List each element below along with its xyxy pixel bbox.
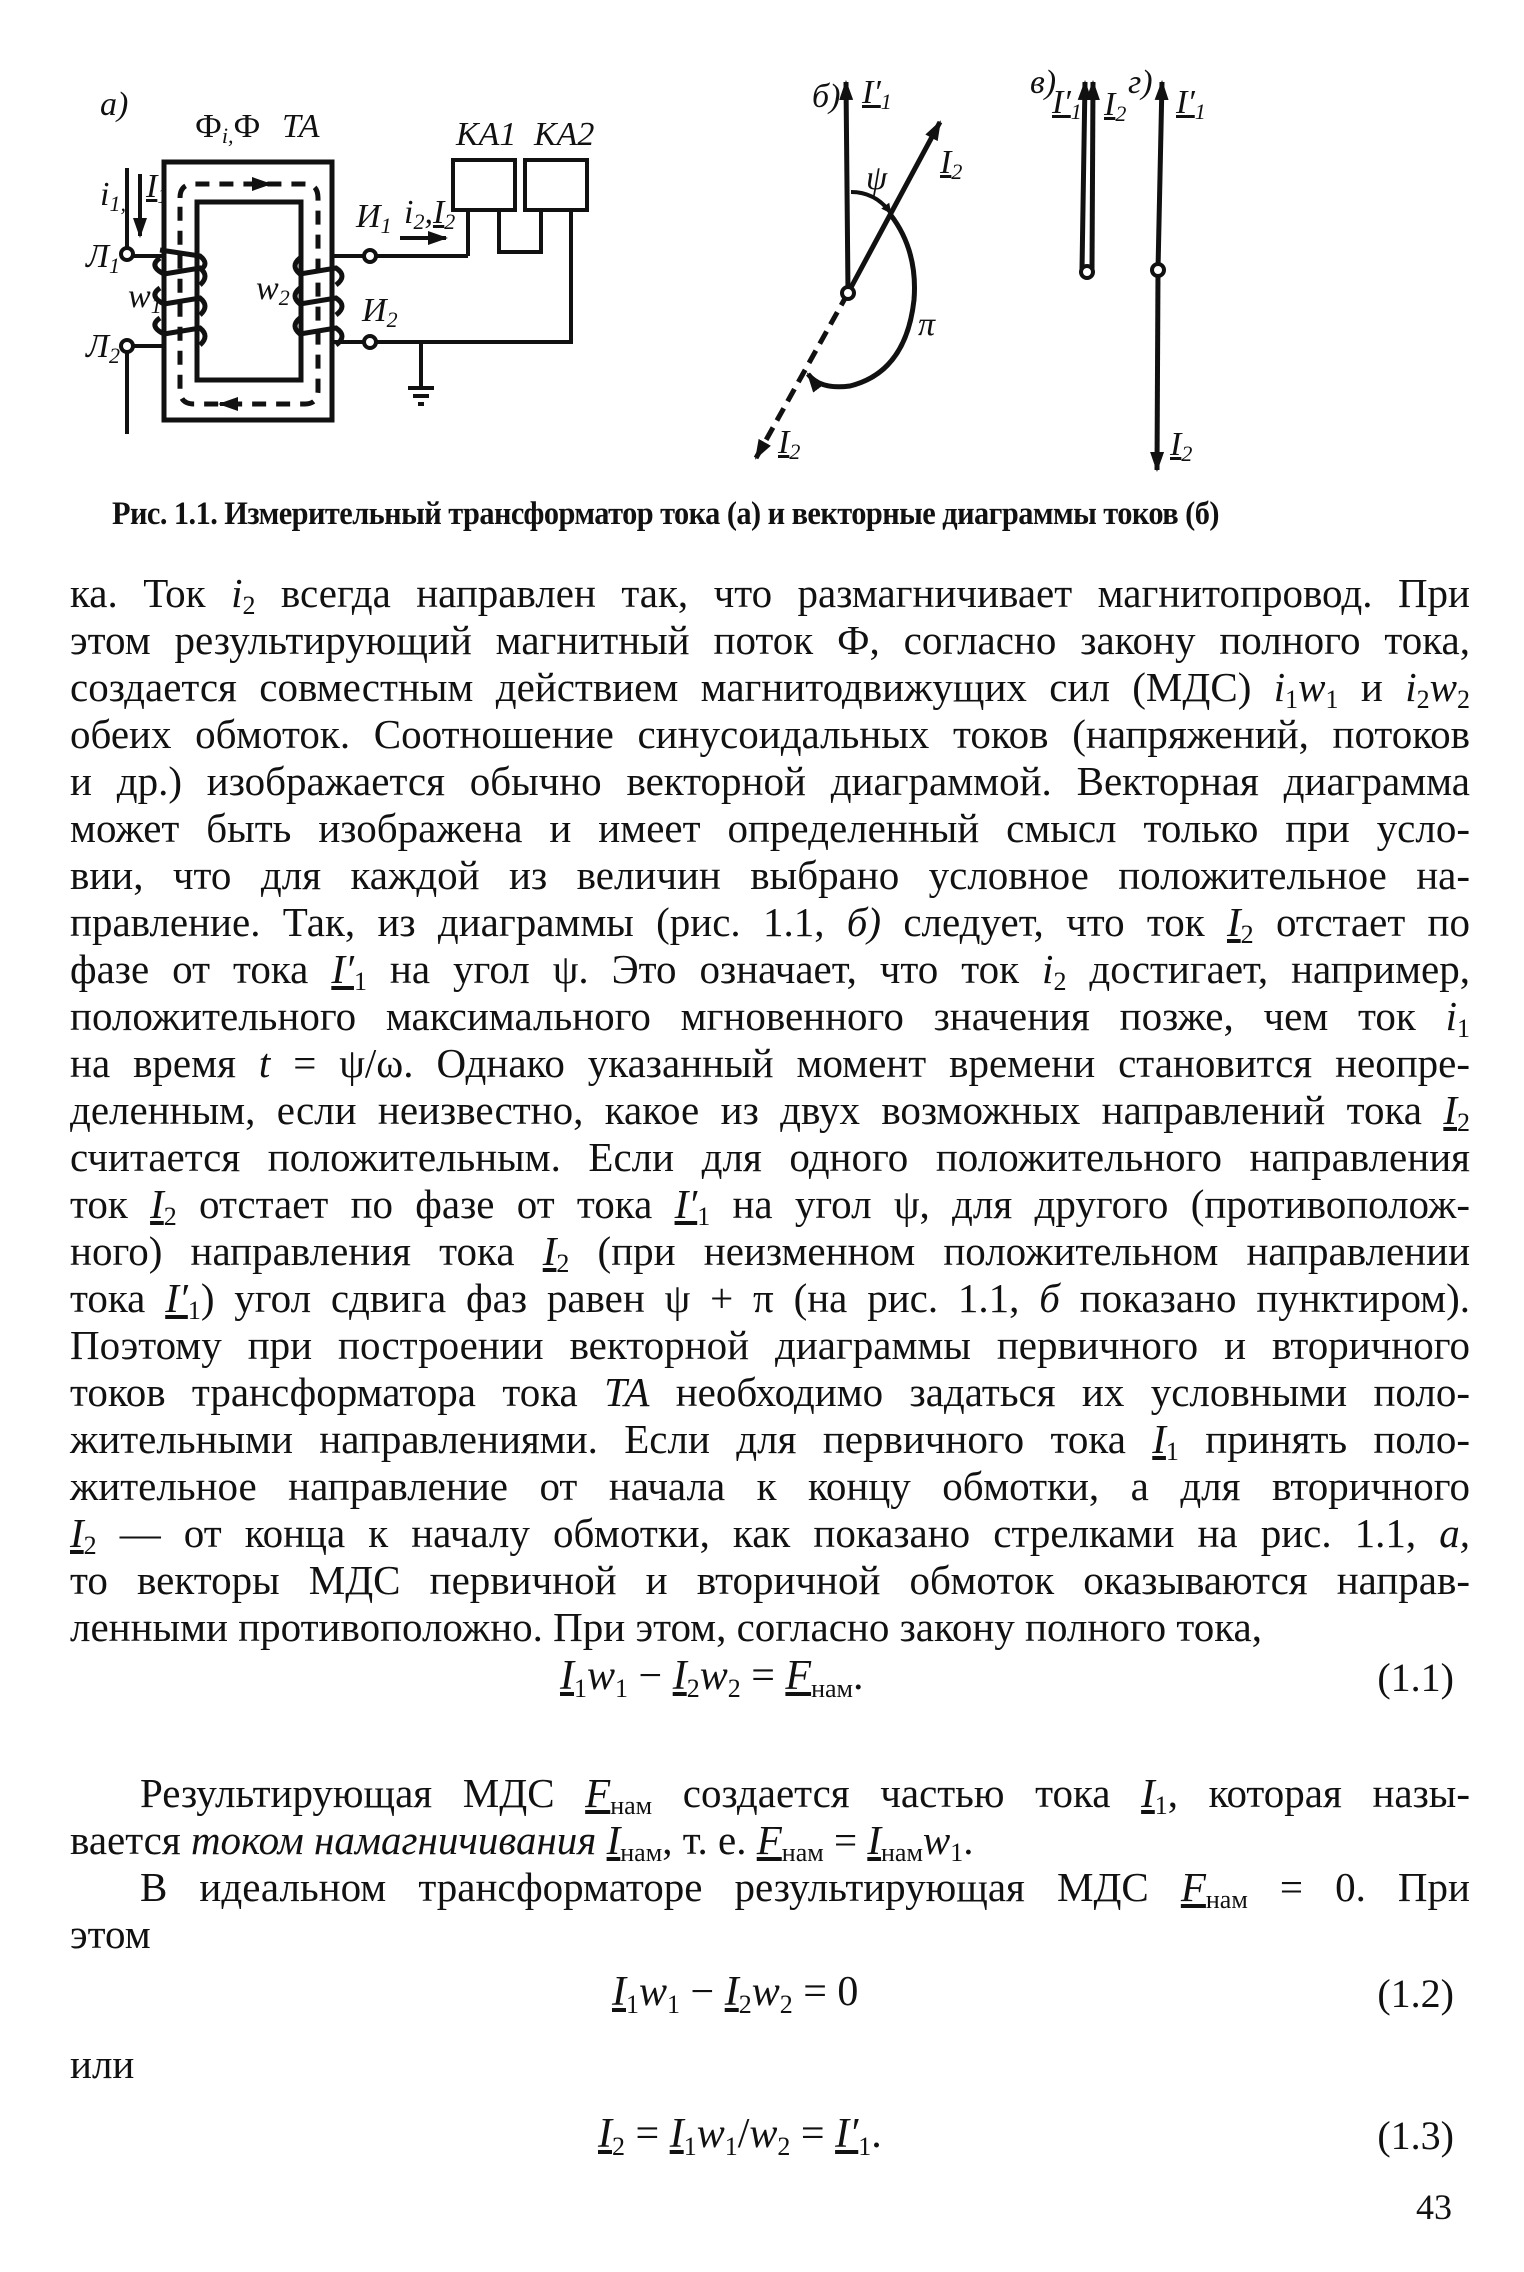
text-line: тока $I'_1$) угол сдвига фаз равен ψ + π (на рис. 1.1, б показано пунктиром). bbox=[70, 1275, 1471, 1325]
terminal-L2 bbox=[121, 340, 133, 352]
vector-I1-prime-label: $I'_1$ bbox=[862, 74, 892, 114]
angle-psi-label: ψ bbox=[866, 160, 888, 197]
vector-I2-g bbox=[1157, 270, 1158, 470]
text-line: может быть изображена и имеет определенный смысл только при усло- bbox=[70, 805, 1470, 851]
text-line: положительного максимального мгновенного значения позже, чем ток $i_1$ bbox=[70, 993, 1470, 1043]
vector-I2-reversed bbox=[756, 293, 848, 458]
vector-I2-label: $I_2$ bbox=[940, 144, 963, 184]
text-line: токов трансформатора тока ТА необходимо задаться их условными поло- bbox=[70, 1369, 1470, 1415]
text-line: этом bbox=[70, 1911, 151, 1957]
primary-current-i1-label: $i_{1,}$ bbox=[100, 176, 126, 216]
text-line: Поэтому при построении векторной диаграммы первичного и вторичного bbox=[70, 1322, 1470, 1368]
terminal-I2 bbox=[364, 336, 376, 348]
vector-I1-prime-v bbox=[1082, 82, 1085, 270]
primary-current-I1-label: $I_1$ bbox=[146, 168, 169, 208]
terminal-I2-label: $И_2$ bbox=[362, 292, 398, 332]
vector-I1-prime-g-label: $I'_1$ bbox=[1176, 84, 1206, 124]
vector-I2-v bbox=[1092, 82, 1093, 270]
angle-pi-label: π bbox=[918, 306, 936, 343]
equation-1-2: $I_1w_1 - I_2w_2 = 0$ bbox=[612, 1969, 859, 2019]
vector-diagram-v bbox=[1081, 82, 1093, 278]
text-line: жительными направлениями. Если для первичного тока $I_1$ принять поло- bbox=[70, 1416, 1470, 1466]
text-line: ток $I_2$ отстает по фазе от тока $I'_1$ на угол ψ, для другого (противополож- bbox=[70, 1181, 1471, 1231]
winding-w2-label: $w_2$ bbox=[256, 270, 290, 310]
text-line: В идеальном трансформаторе результирующая МДС $F_{нам} = 0$. При bbox=[140, 1864, 1470, 1914]
terminal-L1 bbox=[121, 248, 133, 260]
figure-1-1 bbox=[0, 0, 1524, 480]
vector-I2-g-label: $I_2$ bbox=[1170, 426, 1193, 466]
relay-KA2-label: КА2 bbox=[534, 116, 595, 153]
transformer-label: ТА bbox=[282, 108, 320, 145]
vector-I2 bbox=[848, 122, 940, 293]
text-line: считается положительным. Если для одного положительного направления bbox=[70, 1134, 1470, 1180]
flux-label: $Ф_{i,}Ф$ bbox=[195, 108, 261, 148]
text-line: Результирующая МДС $F_{нам}$ создается частью тока $I_1$, которая назы- bbox=[140, 1770, 1471, 1820]
vector-I2-v-label: $I_2$ bbox=[1104, 86, 1127, 126]
body-paragraph-1 bbox=[70, 570, 1470, 1651]
text-line: вии, что для каждой из величин выбрано условное положительное на- bbox=[70, 852, 1470, 898]
text-line: вается током намагничивания $I_{нам}$, т. е. $F_{нам} = I_{нам}w_1$. bbox=[70, 1817, 974, 1867]
equation-number-1-2: (1.2) bbox=[1377, 1971, 1454, 2016]
text-line: и др.) изображается обычно векторной диаграммой. Векторная диаграмма bbox=[70, 758, 1470, 804]
terminal-I1-label: $И_1$ bbox=[356, 198, 392, 238]
text-line: этом результирующий магнитный поток Ф, согласно закону полного тока, bbox=[70, 617, 1470, 663]
panel-b-label: б) bbox=[812, 78, 841, 115]
text-line: обеих обмоток. Соотношение синусоидальных токов (напряжений, потоков bbox=[70, 711, 1470, 757]
figure-drawing bbox=[0, 0, 1524, 480]
equation-number-1-1: (1.1) bbox=[1377, 1655, 1454, 1700]
transformer-core bbox=[164, 162, 332, 420]
winding-w1-label: $w_1$ bbox=[128, 278, 162, 318]
text-line: деленным, если неизвестно, какое из двух возможных направлений тока $I_2$ bbox=[70, 1087, 1470, 1137]
terminal-L1-label: $Л_1$ bbox=[86, 238, 121, 278]
text-line: на время t = ψ/ω. Однако указанный момент времени становится неопре- bbox=[70, 1040, 1470, 1086]
vector-diagram-b bbox=[756, 78, 940, 458]
text-line: создается совместным действием магнитодвижущих сил (МДС) $i_1w_1$ и $i_2w_2$ bbox=[70, 664, 1470, 714]
secondary-circuit bbox=[332, 160, 587, 404]
vector-I1-prime-g bbox=[1158, 82, 1162, 270]
equation-1-1: $I_1w_1 - I_2w_2 = F_{нам}$. bbox=[560, 1653, 864, 1703]
text-line: $I_2$ — от конца к началу обмотки, как показано стрелками на рис. 1.1, а, bbox=[70, 1510, 1470, 1560]
terminal-I1 bbox=[364, 250, 376, 262]
vector-I2-reversed-label: $I_2$ bbox=[778, 424, 801, 464]
equation-1-3: $I_2 = I_1w_1/w_2 = I'_1$. bbox=[598, 2111, 882, 2161]
vector-I1-prime bbox=[846, 82, 848, 293]
text-line: ка. Ток $i_2$ всегда направлен так, что размагничивает магнитопровод. При bbox=[70, 570, 1470, 620]
equation-number-1-3: (1.3) bbox=[1377, 2113, 1454, 2158]
relay-KA1-label: КА1 bbox=[456, 116, 517, 153]
angle-pi-arc bbox=[808, 214, 915, 387]
vector-diagram-g bbox=[1152, 82, 1164, 470]
terminal-L2-label: $Л_2$ bbox=[86, 328, 121, 368]
vector-I1-prime-v-label: $I'_1$ bbox=[1052, 84, 1082, 124]
panel-g-label: г) bbox=[1128, 64, 1153, 101]
text-line: ного) направления тока $I_2$ (при неизменном положительном направлении bbox=[70, 1228, 1471, 1278]
or-word: или bbox=[70, 2041, 135, 2087]
text-line: правление. Так, из диаграммы (рис. 1.1, б) следует, что ток $I_2$ отстает по bbox=[70, 899, 1470, 949]
page-number: 43 bbox=[1416, 2187, 1452, 2227]
text-line: жительное направление от начала к концу обмотки, а для вторичного bbox=[70, 1463, 1470, 1509]
text-line: ленными противоположно. При этом, согласно закону полного тока, bbox=[70, 1604, 1262, 1650]
text-line: то векторы МДС первичной и вторичной обмоток оказываются направ- bbox=[70, 1557, 1470, 1603]
figure-caption: Рис. 1.1. Измерительный трансформатор тока (а) и векторные диаграммы токов (б) bbox=[112, 496, 1219, 532]
body-paragraph-2 bbox=[70, 1770, 1470, 1958]
text-line: фазе от тока $I'_1$ на угол ψ. Это означает, что ток $i_2$ достигает, например, bbox=[70, 946, 1470, 996]
panel-v-label: в) bbox=[1030, 64, 1057, 101]
secondary-current-label: $i_2,I_2$ bbox=[404, 194, 456, 234]
panel-a-label: а) bbox=[100, 86, 129, 123]
